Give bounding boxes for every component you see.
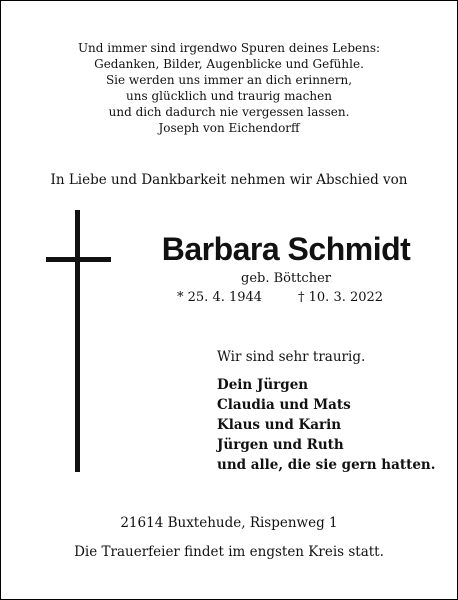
birth-date: * 25. 4. 1944	[177, 290, 263, 305]
mourner-line: Claudia und Mats	[217, 397, 351, 413]
mourner-line: Klaus und Karin	[217, 417, 342, 433]
deceased-name: Barbara Schmidt	[161, 231, 411, 267]
mourner-line: und alle, die sie gern hatten.	[217, 457, 436, 473]
poem-line: uns glücklich und traurig machen	[126, 89, 332, 103]
poem-author: Joseph von Eichendorff	[158, 121, 300, 135]
cross-vertical-bar	[75, 210, 80, 472]
farewell-intro: In Liebe und Dankbarkeit nehmen wir Abschied von	[50, 172, 408, 188]
poem-line: Und immer sind irgendwo Spuren deines Lebens:	[77, 41, 381, 55]
death-date: † 10. 3. 2022	[298, 290, 384, 305]
mourner-line: Dein Jürgen	[217, 377, 309, 393]
address: 21614 Buxtehude, Rispenweg 1	[120, 515, 338, 531]
mourning-statement: Wir sind sehr traurig.	[217, 349, 366, 365]
birth-name: geb. Böttcher	[241, 271, 331, 286]
poem-line: Gedanken, Bilder, Augenblicke und Gefühle.	[94, 57, 364, 71]
poem-line: und dich dadurch nie vergessen lassen.	[108, 105, 350, 119]
mourner-line: Jürgen und Ruth	[217, 437, 344, 453]
poem-block	[1, 40, 457, 136]
funeral-note: Die Trauerfeier findet im engsten Kreis statt.	[74, 544, 384, 560]
poem-line: Sie werden uns immer an dich erinnern,	[105, 73, 353, 87]
cross-horizontal-bar	[46, 257, 111, 262]
mourners-list	[217, 375, 435, 475]
